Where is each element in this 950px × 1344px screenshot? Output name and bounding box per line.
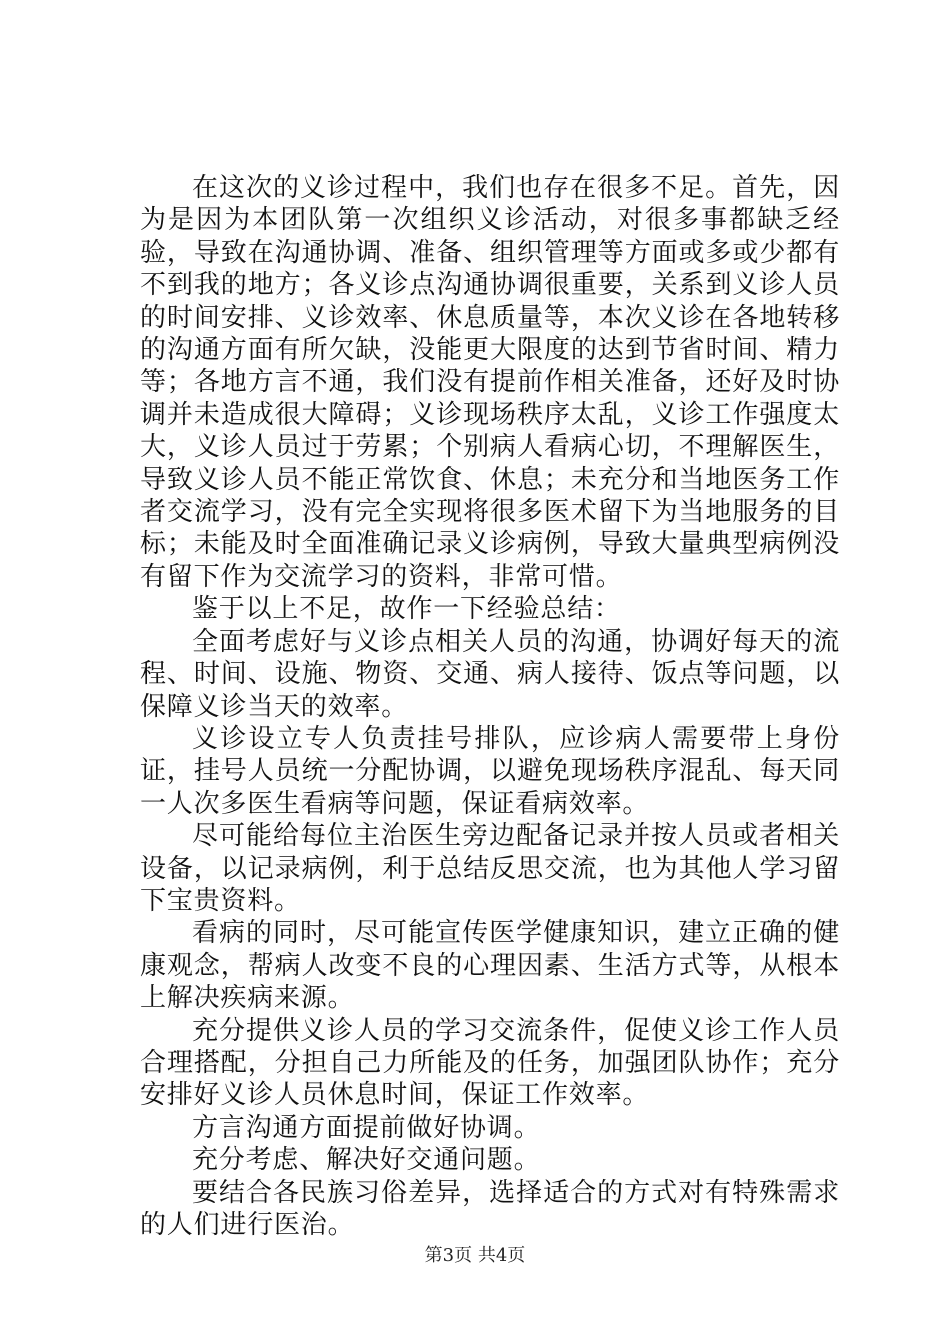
paragraph-staff-arrangement: 充分提供义诊人员的学习交流条件，促使义诊工作人员合理搭配，分担自己力所能及的任务，加强团队协作；充分安排好义诊人员休息时间，保证工作效率。 bbox=[140, 1015, 840, 1111]
paragraph-dialect: 方言沟通方面提前做好协调。 bbox=[192, 1112, 541, 1143]
paragraph-registration: 义诊设立专人负责挂号排队，应诊病人需要带上身份证，挂号人员统一分配协调，以避免现场秩序混乱、每天同一人次多医生看病等问题，保证看病效率。 bbox=[140, 723, 840, 819]
paragraph-recording: 尽可能给每位主治医生旁边配备记录并按人员或者相关设备，以记录病例，利于总结反思交流，也为其他人学习留下宝贵资料。 bbox=[140, 821, 840, 916]
page-number-footer: 第3页 共4页 bbox=[424, 1245, 526, 1266]
paragraph-health-education: 看病的同时，尽可能宣传医学健康知识，建立正确的健康观念，帮病人改变不良的心理因素、生活方式等，从根本上解决疾病来源。 bbox=[140, 918, 840, 1014]
paragraph-ethnic-customs: 要结合各民族习俗差异，选择适合的方式对有特殊需求的人们进行医治。 bbox=[140, 1177, 840, 1240]
paragraph-transport: 充分考虑、解决好交通问题。 bbox=[192, 1145, 541, 1176]
paragraph-summary-intro: 鉴于以上不足，故作一下经验总结： bbox=[192, 594, 621, 625]
paragraph-shortcomings: 在这次的义诊过程中，我们也存在很多不足。首先，因为是因为本团队第一次组织义诊活动，对很多事都缺乏经验，导致在沟通协调、准备、组织管理等方面或多或少都有不到我的地方；各义诊点沟通协调很重要，关系到义诊人员的时间安排、义诊效率、休息质量等，本次义诊在各地转移的沟通方面有所欠缺，没能更大限度的达到节省时间、精力等；各地方言不通，我们没有提前作相关准备，还好及时协调并未造成很大障碍；义诊现场秩序太乱，义诊工作强度太大，义诊人员过于劳累；个别病人看病心切，不理解医生，导致义诊人员不能正常饮食、休息；未充分和当地医务工作者交流学习，没有完全实现将很多医术留下为当地服务的目标；未能及时全面准确记录义诊病例，导致大量典型病例没有留下作为交流学习的资料，非常可惜。 bbox=[140, 173, 840, 592]
document-body bbox=[140, 172, 840, 1241]
paragraph-communication: 全面考虑好与义诊点相关人员的沟通，协调好每天的流程、时间、设施、物资、交通、病人接待、饭点等问题，以保障义诊当天的效率。 bbox=[140, 626, 840, 722]
